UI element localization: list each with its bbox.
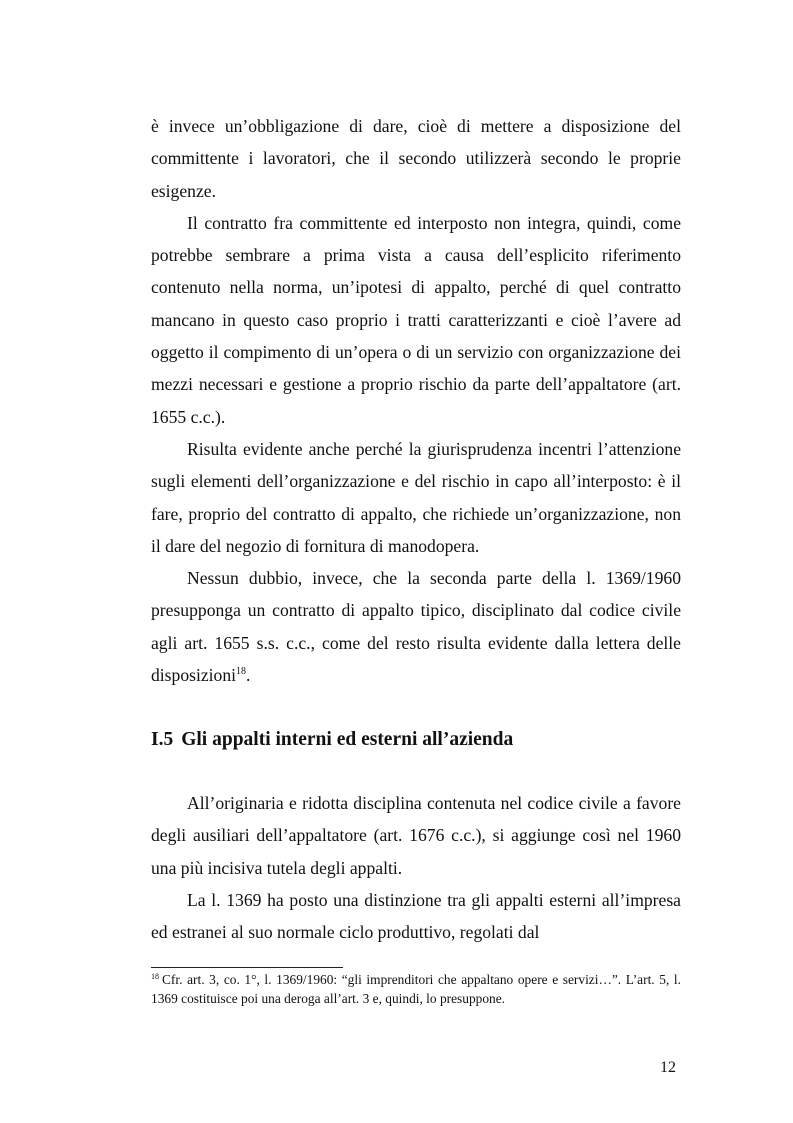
body-text-bottom xyxy=(151,787,681,948)
paragraph-distinction: La l. 1369 ha posto una distinzione tra gli appalti esterni all’impresa ed estranei al suo normale ciclo produttivo, regolati dal xyxy=(151,889,681,943)
section-heading xyxy=(151,725,681,755)
paragraph-continuation: è invece un’obbligazione di dare, cioè di mettere a disposizione del committente i lavoratori, che il secondo utilizzerà secondo le proprie esigenze. xyxy=(151,116,681,201)
paragraph-jurisprudence: Risulta evidente anche perché la giurisprudenza incentri l’attenzione sugli elementi dell’organizzazione e del rischio in capo all’interposto: è il fare, proprio del contratto di appalto, che richiede un’organizzazione, non il dare del negozio di fornitura di manodopera. xyxy=(151,438,681,556)
section-title: Gli appalti interni ed esterni all’azienda xyxy=(181,729,514,750)
paragraph-original-discipline: All’originaria e ridotta disciplina contenuta nel codice civile a favore degli ausiliari dell’appaltatore (art. 1676 c.c.), si aggiunge così nel 1960 una più incisiva tutela degli appalti. xyxy=(151,793,681,878)
section-number: I.5 xyxy=(151,729,174,750)
footnote-separator xyxy=(151,967,343,968)
paragraph-second-part xyxy=(151,562,681,691)
footnote xyxy=(151,970,681,1008)
footnote-reference: 18 xyxy=(236,666,247,678)
paragraph-contract: Il contratto fra committente ed interposto non integra, quindi, come potrebbe sembrare a prima vista a causa dell’esplicito riferimento contenuto nella norma, un’ipotesi di appalto, perché di quel contratto mancano in questo caso proprio i tratti caratterizzanti e cioè l’avere ad oggetto il compimento di un’opera o di un servizio con organizzazione dei mezzi necessari e gestione a proprio rischio da parte dell’appaltatore (art. 1655 c.c.). xyxy=(151,212,681,427)
page-number: 12 xyxy=(660,1059,676,1076)
paragraph-second-part-end: . xyxy=(246,665,251,686)
paragraph-second-part-text: Nessun dubbio, invece, che la seconda parte della l. 1369/1960 presupponga un contratto di appalto tipico, disciplinato dal codice civile agli art. 1655 s.s. c.c., come del resto risulta evidente dalla lettera delle disposizioni xyxy=(151,568,681,686)
footnote-number: 18 xyxy=(151,972,159,981)
body-text-top xyxy=(151,110,681,691)
footnote-text: Cfr. art. 3, co. 1°, l. 1369/1960: “gli imprenditori che appaltano opere e servizi…”. L’art. 5, l. 1369 costituisce poi una deroga all’art. 3 e, quindi, lo presuppone. xyxy=(151,972,681,1006)
